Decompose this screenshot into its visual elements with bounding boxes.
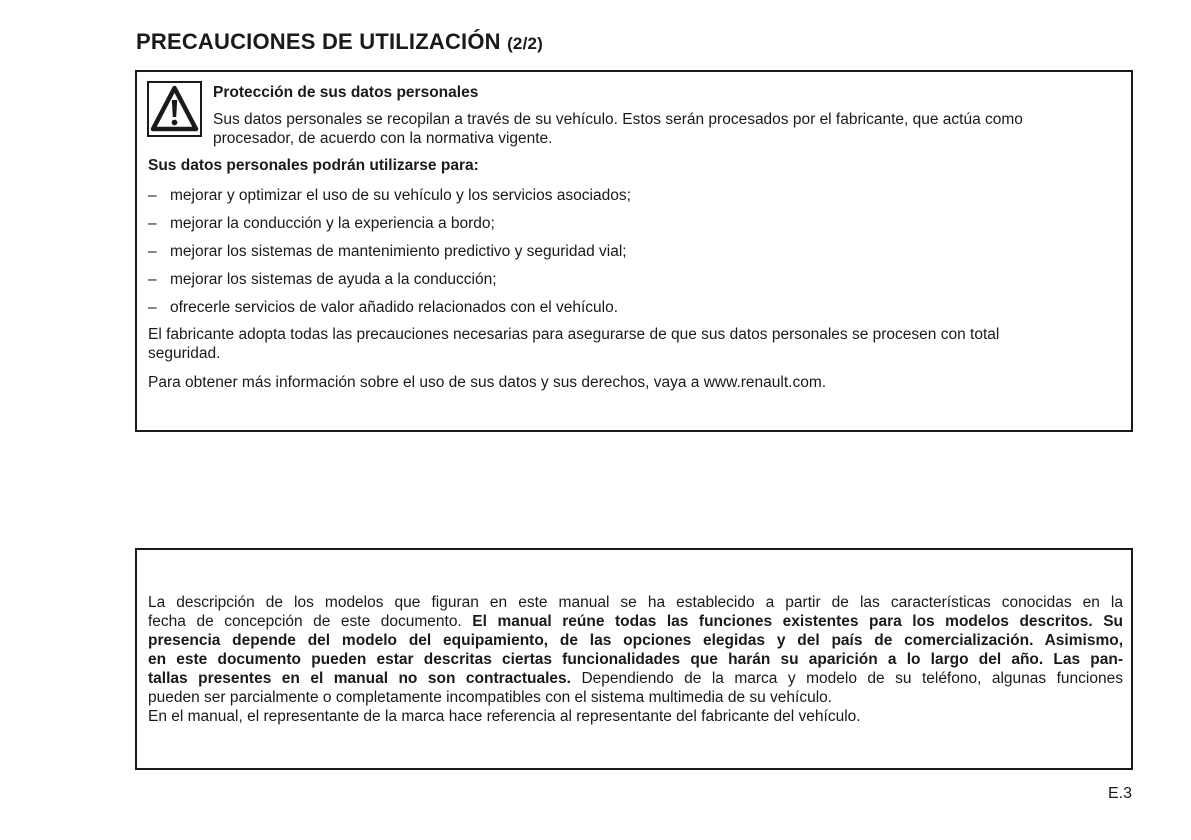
disclaimer-line [148,612,1123,632]
list-bullet: – [148,243,157,260]
privacy-title: Protección de sus datos personales [213,84,479,101]
list-item-text: mejorar y optimizar el uso de su vehículo y los servicios asociados; [170,187,631,204]
precautions-line: El fabricante adopta todas las precauciones necesarias para asegurarse de que sus datos personales se procesen con total [148,326,1000,343]
disclaimer-line: presencia depende del modelo del equipamiento, de las opciones elegidas y del país de comercialización. Asimismo, [148,632,1123,649]
list-bullet: – [148,271,157,288]
privacy-intro-line: Sus datos personales se recopilan a través de su vehículo. Estos serán procesados por el fabricante, que actúa como [213,111,1023,128]
disclaimer-line: La descripción de los modelos que figuran en este manual se ha establecido a partir de las características conocidas en la [148,594,1123,611]
disclaimer-bold-text: El manual reúne todas las funciones existentes para los modelos descritos. Su [472,613,1124,630]
list-item [148,186,631,205]
more-info-text: Para obtener más información sobre el uso de sus datos y sus derechos, vaya a www.renault.com. [148,374,827,391]
privacy-notice-box [135,70,1133,432]
list-item-text: mejorar los sistemas de ayuda a la conducción; [170,271,497,288]
page-part-indicator: (2/2) [507,34,544,53]
list-item [148,298,618,317]
uses-heading: Sus datos personales podrán utilizarse para: [148,157,479,174]
page-title-text: PRECAUCIONES DE UTILIZACIÓN [136,29,501,54]
list-bullet: – [148,215,157,232]
disclaimer-bold-text: tallas presentes en el manual no son contractuales. [148,670,571,687]
list-item [148,242,627,261]
page-number: E.3 [1108,785,1133,802]
list-item-text: mejorar los sistemas de mantenimiento predictivo y seguridad vial; [170,243,627,260]
privacy-intro-line: procesador, de acuerdo con la normativa vigente. [213,130,553,147]
warning-triangle-icon [147,81,202,137]
manual-disclaimer-box [135,548,1133,770]
list-item-text: ofrecerle servicios de valor añadido relacionados con el vehículo. [170,299,619,316]
page-title [136,29,543,55]
list-item [148,214,495,233]
disclaimer-text: fecha de concepción de este documento. [148,613,473,630]
list-item [148,270,497,289]
list-item-text: mejorar la conducción y la experiencia a bordo; [170,215,495,232]
disclaimer-line: En el manual, el representante de la marca hace referencia al representante del fabricante del vehículo. [148,708,861,725]
list-bullet: – [148,299,157,316]
precautions-line: seguridad. [148,345,221,362]
list-bullet: – [148,187,157,204]
disclaimer-line [148,669,1123,689]
disclaimer-line: en este documento pueden estar descritas ciertas funcionalidades que harán su aparición a lo largo del año. Las pan- [148,651,1123,668]
disclaimer-line: pueden ser parcialmente o completamente incompatibles con el sistema multimedia de su vehículo. [148,689,833,706]
disclaimer-text: Dependiendo de la marca y modelo de su teléfono, algunas funciones [570,670,1123,687]
